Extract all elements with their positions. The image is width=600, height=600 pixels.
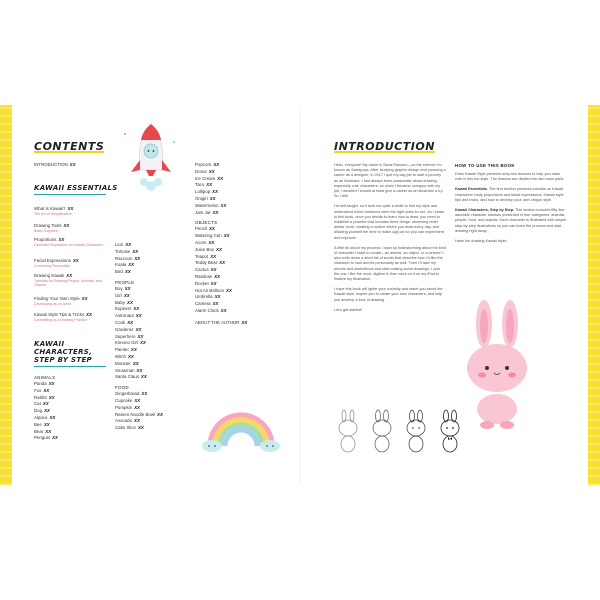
how-p4: Have fun drawing Kawaii style! (455, 239, 507, 244)
toc-page-number: XX (67, 206, 74, 211)
toc-page-number: XX (123, 292, 130, 298)
toc-item-label: Panda (34, 381, 47, 386)
toc-item-subtitle: Essential Proportions for Kawaii Characters (34, 242, 104, 247)
toc-page-number: XX (138, 425, 144, 431)
toc-character-item[interactable] (115, 340, 163, 347)
toc-character-item[interactable] (195, 162, 247, 169)
toc-page-number: XX (206, 182, 213, 188)
toc-item-label: Onigiri (195, 195, 208, 201)
toc-character-item[interactable] (34, 381, 58, 388)
animals-list (34, 381, 58, 442)
toc-item-label: Fox (34, 387, 42, 393)
toc-item-subtitle: Developing as an Artist (34, 301, 71, 306)
toc-col-3 (195, 162, 247, 327)
toc-item-label: Koala (115, 262, 127, 268)
toc-page-number: XX (208, 226, 215, 232)
toc-page-number: XX (81, 296, 88, 301)
toc-page-number: XX (141, 391, 148, 397)
toc-character-item[interactable] (115, 306, 163, 313)
toc-page-number: XX (210, 267, 217, 273)
toc-item-label: Finding Your Own Style (34, 296, 80, 301)
toc-character-item[interactable] (34, 435, 58, 442)
toc-character-item[interactable] (34, 395, 58, 402)
section-underline (34, 366, 106, 367)
toc-character-item[interactable] (115, 256, 163, 263)
toc-page-number: XX (127, 353, 134, 359)
introduction-title: INTRODUCTION (334, 140, 435, 153)
toc-character-item[interactable] (115, 327, 163, 334)
toc-page-number: XX (44, 408, 50, 414)
toc-page-number: XX (43, 421, 50, 427)
toc-page-number: XX (130, 347, 137, 353)
toc-character-item[interactable] (115, 300, 163, 307)
toc-character-item[interactable] (115, 313, 163, 320)
toc-character-item[interactable] (195, 267, 247, 274)
toc-item-label: Snowman (115, 367, 135, 373)
toc-page-number: XX (213, 162, 220, 167)
yellow-stripe-right (588, 105, 600, 485)
toc-item-label: Pumpkin (115, 404, 133, 410)
toc-item-label: Bird (115, 269, 123, 275)
toc-item-label: Gingerbread (115, 391, 140, 397)
rocket-illustration (122, 120, 180, 200)
toc-essential-item[interactable] (34, 206, 73, 211)
toc-character-item[interactable] (34, 429, 58, 436)
people-list (115, 286, 163, 381)
toc-page-number: XX (132, 248, 139, 254)
animals-list-cont (115, 242, 163, 276)
how-p3: Kawaii Characters, Step by Step. This section includes fifty-five adorable character tutorials presented in four categories: animals, people, food, and objects. Each character is illustrated with simple step-by-step illustrations so you can learn the process and start drawing right away. (455, 208, 567, 233)
toc-page-number: XX (212, 301, 219, 307)
category-food: FOOD (115, 385, 129, 391)
toc-item-label: Lollipop (195, 189, 211, 195)
toc-page-number: XX (124, 269, 131, 275)
toc-page-number: XX (49, 414, 56, 420)
toc-page-number: XX (157, 411, 163, 417)
toc-page-number: XX (134, 404, 140, 410)
toc-item-label: Kawaii Style Tips & Tricks (34, 312, 85, 317)
toc-item-label: Explorer (115, 306, 132, 312)
toc-page-number: XX (42, 401, 49, 407)
toc-page-number: XX (135, 326, 142, 332)
how-to-use-paragraphs (455, 172, 567, 244)
toc-character-item[interactable] (195, 169, 247, 176)
toc-character-item[interactable] (195, 176, 247, 183)
bunny-illustration (458, 294, 538, 434)
toc-page-number: XX (209, 195, 216, 201)
toc-col-1 (34, 371, 58, 442)
toc-page-number: XX (214, 273, 220, 279)
toc-page-number: XX (137, 333, 144, 339)
toc-page-number: XX (128, 262, 135, 268)
toc-item-label: Penguin (34, 435, 51, 441)
intro-p2: I'm self-taught, so it took me quite a while to find my style and understand which mediums were the right ones for me. As I share in this book, once you decide to learn how to draw, you need to establish a practice that includes three things: observing other artists' work, creating a routine where you draw every day, and allowing yourself the time to make ugly art so you can experiment and improve! (334, 204, 445, 240)
toc-item-label: Cook (115, 319, 126, 325)
toc-character-item[interactable] (34, 388, 58, 395)
toc-character-item[interactable] (195, 294, 247, 301)
toc-essential-item[interactable] (34, 223, 69, 228)
toc-page-number: XX (210, 253, 217, 259)
toc-item-label: Rocket (195, 280, 209, 286)
toc-page-number: XX (212, 189, 218, 195)
toc-page-number: XX (217, 175, 224, 181)
toc-character-item[interactable] (195, 240, 247, 247)
toc-character-item[interactable] (115, 398, 163, 405)
toc-item-subtitle: Basic Supplies (34, 228, 58, 233)
toc-character-item[interactable] (195, 260, 247, 267)
toc-page-number: XX (134, 255, 141, 261)
toc-item-label: Astronaut (115, 313, 134, 319)
toc-character-item[interactable] (115, 374, 163, 381)
food-list-cont (195, 162, 247, 216)
toc-item-label: Bee (34, 421, 42, 427)
toc-page-number: XX (136, 367, 143, 373)
toc-character-item[interactable] (115, 391, 163, 398)
toc-character-item[interactable] (115, 249, 163, 256)
section-underline (34, 194, 106, 195)
toc-character-item[interactable] (195, 203, 247, 210)
toc-character-item[interactable] (195, 247, 247, 254)
page-gutter (299, 106, 301, 484)
toc-character-item[interactable] (115, 412, 163, 419)
toc-item-label: Drawing Kawaii (34, 273, 65, 278)
toc-item-subtitle: Committing to a Drawing Practice (34, 317, 88, 322)
toc-item-label: Gardener (115, 326, 134, 332)
yellow-stripe-left (0, 105, 12, 485)
toc-character-item[interactable] (115, 334, 163, 341)
toc-item-label: Acorn (195, 239, 207, 245)
toc-item-label: Alpaca (34, 414, 48, 420)
toc-character-item[interactable] (115, 354, 163, 361)
toc-page-number: XX (208, 168, 215, 174)
toc-item-label: Pencil (195, 226, 207, 232)
toc-item-label: Proportions (34, 237, 57, 242)
toc-item-label: Taco (195, 182, 205, 188)
toc-item-subtitle: Conveying Personality (34, 263, 70, 268)
toc-character-item[interactable] (115, 418, 163, 425)
how-p2: Kawaii Essentials. The first section presents tutorials on Kawaii characters' body proportions and facial expressions, Kawaii style tips and tricks, and how to develop your own unique style. (455, 187, 564, 202)
toc-page-number: XX (135, 313, 142, 319)
toc-character-item[interactable] (115, 286, 163, 293)
toc-page-number: XX (125, 242, 132, 247)
toc-item-label: Lion (115, 242, 124, 247)
toc-item-label: Camera (195, 301, 211, 307)
toc-item-label: What Is Kawaii? (34, 206, 66, 211)
toc-character-item[interactable] (195, 301, 247, 308)
toc-character-item[interactable] (195, 308, 247, 315)
intro-p3: A little bit about my process: I start by brainstorming about the kind of character I want to create—an animal, an object, or a person? I also write down a short list of words that describe how I'd like the character to look and its personality as well. Then I'll take my pencils and sketchbook and start making some drawings. I pick the one I like the most, digitize it, then work on it on my iPad to finalize my illustration. (334, 245, 446, 282)
toc-item-label: Jam Jar (195, 209, 211, 215)
toc-page-number: XX (63, 223, 70, 228)
toc-item-subtitle: Tutorials for Drawing People, Animals, and Objects (34, 278, 102, 287)
objects-list (195, 226, 247, 314)
toc-character-item[interactable] (115, 269, 163, 276)
toc-character-item[interactable] (115, 405, 163, 412)
toc-item-label: Santa Claus (115, 374, 139, 380)
toc-essential-item[interactable] (34, 312, 92, 317)
toc-item-label: Witch (115, 353, 126, 359)
intro-p1: Hello, everyone! My name is Sarra Ransom—on the internet I'm known as Sarrapops. After studying graphic design and pursuing a career as a designer, in 2017 I quit my day job to start a journey as an illustrator. I had always been passionate about drawing, especially cute characters, so when I became unhappy with my job, I decided I should at least give a career as an illustrator a try. So I did! (334, 163, 446, 199)
toc-page-number: XX (86, 312, 92, 317)
section-kawaii-essentials: KAWAII ESSENTIALS (34, 184, 118, 195)
book-spread (12, 106, 588, 484)
toc-introduction[interactable]: INTRODUCTION XX (34, 162, 76, 167)
toc-about-author[interactable]: ABOUT THE AUTHOR XX (195, 319, 248, 325)
toc-character-item[interactable] (195, 288, 247, 295)
toc-item-label: Cupcake (115, 397, 133, 403)
toc-item-label: Boy (115, 285, 123, 291)
toc-item-label: Ice Cream (195, 175, 216, 181)
category-people: PEOPLE (115, 279, 135, 285)
toc-item-label: Donut (195, 168, 207, 174)
toc-character-item[interactable] (195, 233, 247, 240)
toc-character-item[interactable] (195, 274, 247, 281)
how-to-use-title: HOW TO USE THIS BOOK (455, 163, 515, 168)
toc-page-number: XX (219, 260, 226, 266)
toc-col-2 (115, 242, 163, 432)
toc-character-item[interactable] (115, 262, 163, 269)
bunny-step-sketches (334, 408, 464, 456)
toc-page-number: XX (134, 418, 140, 424)
toc-item-label: Cactus (195, 267, 209, 273)
toc-item-label: Ramen Noodle Bowl (115, 411, 156, 417)
toc-item-label: Bear (34, 428, 44, 434)
toc-character-item[interactable] (195, 226, 247, 233)
toc-essential-item[interactable] (34, 296, 88, 301)
how-p1: Draw Kawaii Style presents sixty-two lessons to help you draw cute in this fun style. The lessons are divided into two main parts. (455, 172, 565, 182)
intro-p5: Let's get started! (334, 307, 362, 312)
toc-item-subtitle: The Art of Simplification (34, 211, 72, 216)
toc-item-label: Cat (34, 401, 41, 407)
toc-character-item[interactable] (195, 254, 247, 261)
toc-page-number: XX (220, 202, 227, 208)
toc-item-label: Tortoise (115, 248, 131, 254)
toc-character-item[interactable] (34, 415, 58, 422)
toc-item-label: Rainbow (195, 273, 213, 279)
category-objects: OBJECTS (195, 220, 218, 226)
toc-page-number: XX (48, 394, 55, 400)
toc-page-number: XX (210, 280, 217, 286)
toc-item-label: Superhero (115, 333, 136, 339)
toc-item-label: Watermelon (195, 202, 219, 208)
toc-character-item[interactable] (195, 210, 247, 217)
toc-page-number: XX (220, 307, 227, 313)
rainbow-illustration (200, 406, 282, 454)
toc-character-item[interactable] (115, 320, 163, 327)
toc-character-item[interactable] (34, 408, 58, 415)
toc-character-item[interactable] (115, 368, 163, 375)
toc-page-number: XX (226, 287, 232, 293)
toc-page-number: XX (139, 340, 146, 346)
intro-p4: I hope this book will ignite your curiosity and teach you about the Kawaii style, inspire you to create your own characters, and help you develop a love of drawing. (334, 287, 443, 302)
intro-paragraphs (334, 163, 446, 313)
toc-character-item[interactable] (115, 347, 163, 354)
toc-page-number: XX (127, 299, 133, 305)
toc-essential-item[interactable] (34, 237, 64, 242)
contents-title: CONTENTS (34, 140, 105, 153)
toc-page-number: XX (124, 285, 131, 291)
toc-item-label: Hot Air Balloon (195, 287, 225, 293)
toc-page-number: XX (133, 306, 140, 312)
toc-page-number: XX (43, 387, 50, 393)
toc-item-label: Kimono Girl (115, 340, 138, 346)
toc-character-item[interactable] (115, 242, 163, 249)
section-kawaii-characters: KAWAII CHARACTERS, STEP BY STEP (34, 340, 106, 367)
toc-character-item[interactable] (195, 196, 247, 203)
toc-item-label: Watering Can (195, 233, 222, 239)
toc-page-number: XX (58, 237, 65, 242)
toc-character-item[interactable] (195, 189, 247, 196)
toc-page-number: XX (212, 209, 219, 215)
toc-character-item[interactable] (115, 361, 163, 368)
toc-character-item[interactable] (115, 425, 163, 432)
toc-item-label: Juice Box (195, 246, 215, 252)
toc-page-number: XX (48, 381, 55, 386)
category-animals: ANIMALS (34, 375, 56, 380)
toc-page-number: XX (45, 428, 52, 434)
toc-page-number: XX (127, 319, 134, 325)
toc-page-number: XX (140, 374, 147, 380)
toc-page-number: XX (216, 246, 222, 252)
toc-page-number: XX (52, 435, 58, 441)
toc-page-number: XX (223, 233, 230, 239)
toc-essential-item[interactable] (34, 273, 72, 278)
toc-page-number: XX (214, 294, 221, 300)
toc-item-label: Raccoon (115, 255, 133, 261)
toc-item-label: Painter (115, 347, 129, 353)
food-list (115, 391, 163, 432)
toc-item-label: Teddy Bear (195, 260, 218, 266)
toc-page-number: XX (134, 397, 141, 403)
toc-character-item[interactable] (195, 182, 247, 189)
toc-item-label: Drawing Tools (34, 223, 62, 228)
toc-page-number: XX (132, 360, 139, 366)
toc-item-label: Facial Expressions (34, 258, 71, 263)
toc-item-label: Dog (34, 408, 43, 414)
toc-character-item[interactable] (195, 281, 247, 288)
toc-item-label: Monster (115, 360, 131, 366)
toc-character-item[interactable] (34, 422, 58, 429)
toc-item-label: Avocado (115, 418, 133, 424)
toc-character-item[interactable] (34, 401, 58, 408)
toc-page-number: XX (208, 239, 215, 245)
toc-item-label: Popcorn (195, 162, 212, 167)
toc-item-label: Alarm Clock (195, 307, 219, 313)
toc-item-label: Umbrella (195, 294, 213, 300)
toc-character-item[interactable] (115, 293, 163, 300)
toc-page-number: XX (72, 258, 79, 263)
toc-item-label: Cake Slice (115, 425, 136, 431)
toc-item-label: Teapot (195, 253, 209, 259)
toc-item-label: Girl (115, 292, 122, 298)
toc-page-number: XX (66, 273, 73, 278)
toc-item-label: Baby (115, 299, 126, 305)
toc-essential-item[interactable] (34, 258, 79, 263)
toc-item-label: Rabbit (34, 394, 47, 400)
